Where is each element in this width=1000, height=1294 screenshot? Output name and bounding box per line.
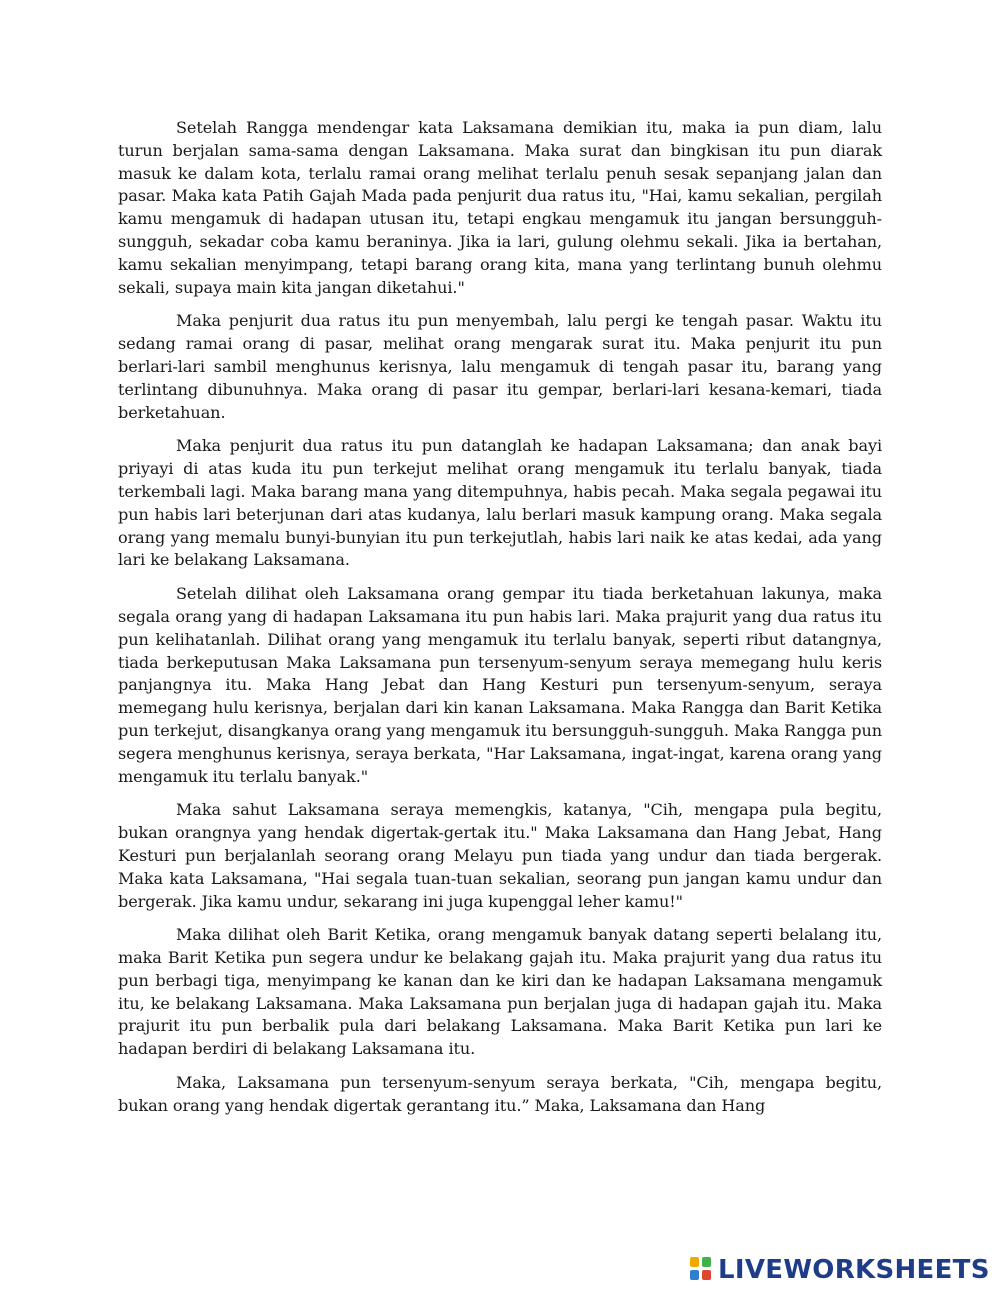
paragraph-6: Maka dilihat oleh Barit Ketika, orang mengamuk banyak datang seperti belalang itu, maka Barit Ketika pun segera undur ke belakang gajah itu. Maka prajurit yang dua ratus itu pun berbagi tiga, menyimpang ke kanan dan ke kiri dan ke hadapan Laksamana mengamuk itu, ke belakang Laksamana. Maka Laksamana pun berjalan juga di hadapan gajah itu. Maka prajurit itu pun berbalik pula dari belakang Laksamana. Maka Barit Ketika pun lari ke hadapan berdiri di belakang Laksamana itu.: [118, 925, 882, 1059]
logo-tiles-icon: [690, 1257, 714, 1283]
paragraph-4: Setelah dilihat oleh Laksamana orang gempar itu tiada berketahuan lakunya, maka segala orang yang di hadapan Laksamana itu pun habis lari. Maka prajurit yang dua ratus itu pun kelihatanlah. Dilihat orang yang mengamuk itu terlalu banyak, seperti ribut datangnya, tiada berkeputusan Maka Laksamana pun tersenyum-senyum seraya memegang hulu keris panjangnya itu. Maka Hang Jebat dan Hang Kesturi pun tersenyum-senyum, seraya memegang hulu kerisnya, berjalan dari kin kanan Laksamana. Maka Rangga dan Barit Ketika pun terkejut, disangkanya orang yang mengamuk itu bersungguh-sungguh. Maka Rangga pun segera menghunus kerisnya, seraya berkata, "Har Laksamana, ingat-ingat, karena orang yang mengamuk itu terlalu banyak.": [118, 584, 882, 786]
paragraph-1: Setelah Rangga mendengar kata Laksamana demikian itu, maka ia pun diam, lalu turun berjalan sama-sama dengan Laksamana. Maka surat dan bingkisan itu pun diarak masuk ke dalam kota, terlalu ramai orang melihat terlalu penuh sesak sepanjang jalan dan pasar. Maka kata Patih Gajah Mada pada penjurit dua ratus itu, "Hai, kamu sekalian, pergilah kamu mengamuk di hadapan utusan itu, tetapi engkau mengamuk itu jangan bersungguh-sungguh, sekadar coba kamu beraninya. Jika ia lari, gulung olehmu sekali. Jika ia bertahan, kamu sekalian menyimpang, tetapi barang orang kita, mana yang terlintang bunuh olehmu sekali, supaya main kita jangan diketahui.": [118, 118, 882, 297]
liveworksheets-logo[interactable]: [690, 1255, 990, 1285]
document-page: [118, 117, 882, 1129]
logo-tile-4: [702, 1270, 711, 1280]
logo-tile-2: [702, 1257, 711, 1267]
paragraph-2: Maka penjurit dua ratus itu pun menyembah, lalu pergi ke tengah pasar. Waktu itu sedang ramai orang di pasar, melihat orang mengarak surat itu. Maka penjurit itu pun berlari-lari sambil menghunus kerisnya, lalu mengamuk di tengah pasar itu, barang yang terlintang dibunuhnya. Maka orang di pasar itu gempar, berlari-lari kesana-kemari, tiada berketahuan.: [118, 311, 882, 422]
paragraph-3: Maka penjurit dua ratus itu pun datanglah ke hadapan Laksamana; dan anak bayi priyayi di atas kuda itu pun terkejut melihat orang mengamuk itu terlalu banyak, tiada terkembali lagi. Maka barang mana yang ditempuhnya, habis pecah. Maka segala pegawai itu pun habis lari beterjunan dari atas kudanya, lalu berlari masuk kampung orang. Maka segala orang yang memalu bunyi-bunyian itu pun terkejutlah, habis lari naik ke atas kedai, ada yang lari ke belakang Laksamana.: [118, 436, 882, 570]
logo-tile-1: [690, 1257, 699, 1267]
paragraph-7: Maka, Laksamana pun tersenyum-senyum seraya berkata, "Cih, mengapa begitu, bukan orang yang hendak digertak gerantang itu.” Maka, Laksamana dan Hang: [118, 1073, 882, 1115]
paragraph-5: Maka sahut Laksamana seraya memengkis, katanya, "Cih, mengapa pula begitu, bukan orangnya yang hendak digertak-gertak itu." Maka Laksamana dan Hang Jebat, Hang Kesturi pun berjalanlah seorang orang Melayu pun tiada yang undur dan tiada bergerak. Maka kata Laksamana, "Hai segala tuan-tuan sekalian, seorang pun jangan kamu undur dan bergerak. Jika kamu undur, sekarang ini juga kupenggal leher kamu!": [118, 800, 882, 911]
logo-text: LIVEWORKSHEETS: [718, 1255, 990, 1285]
logo-tile-3: [690, 1270, 699, 1280]
